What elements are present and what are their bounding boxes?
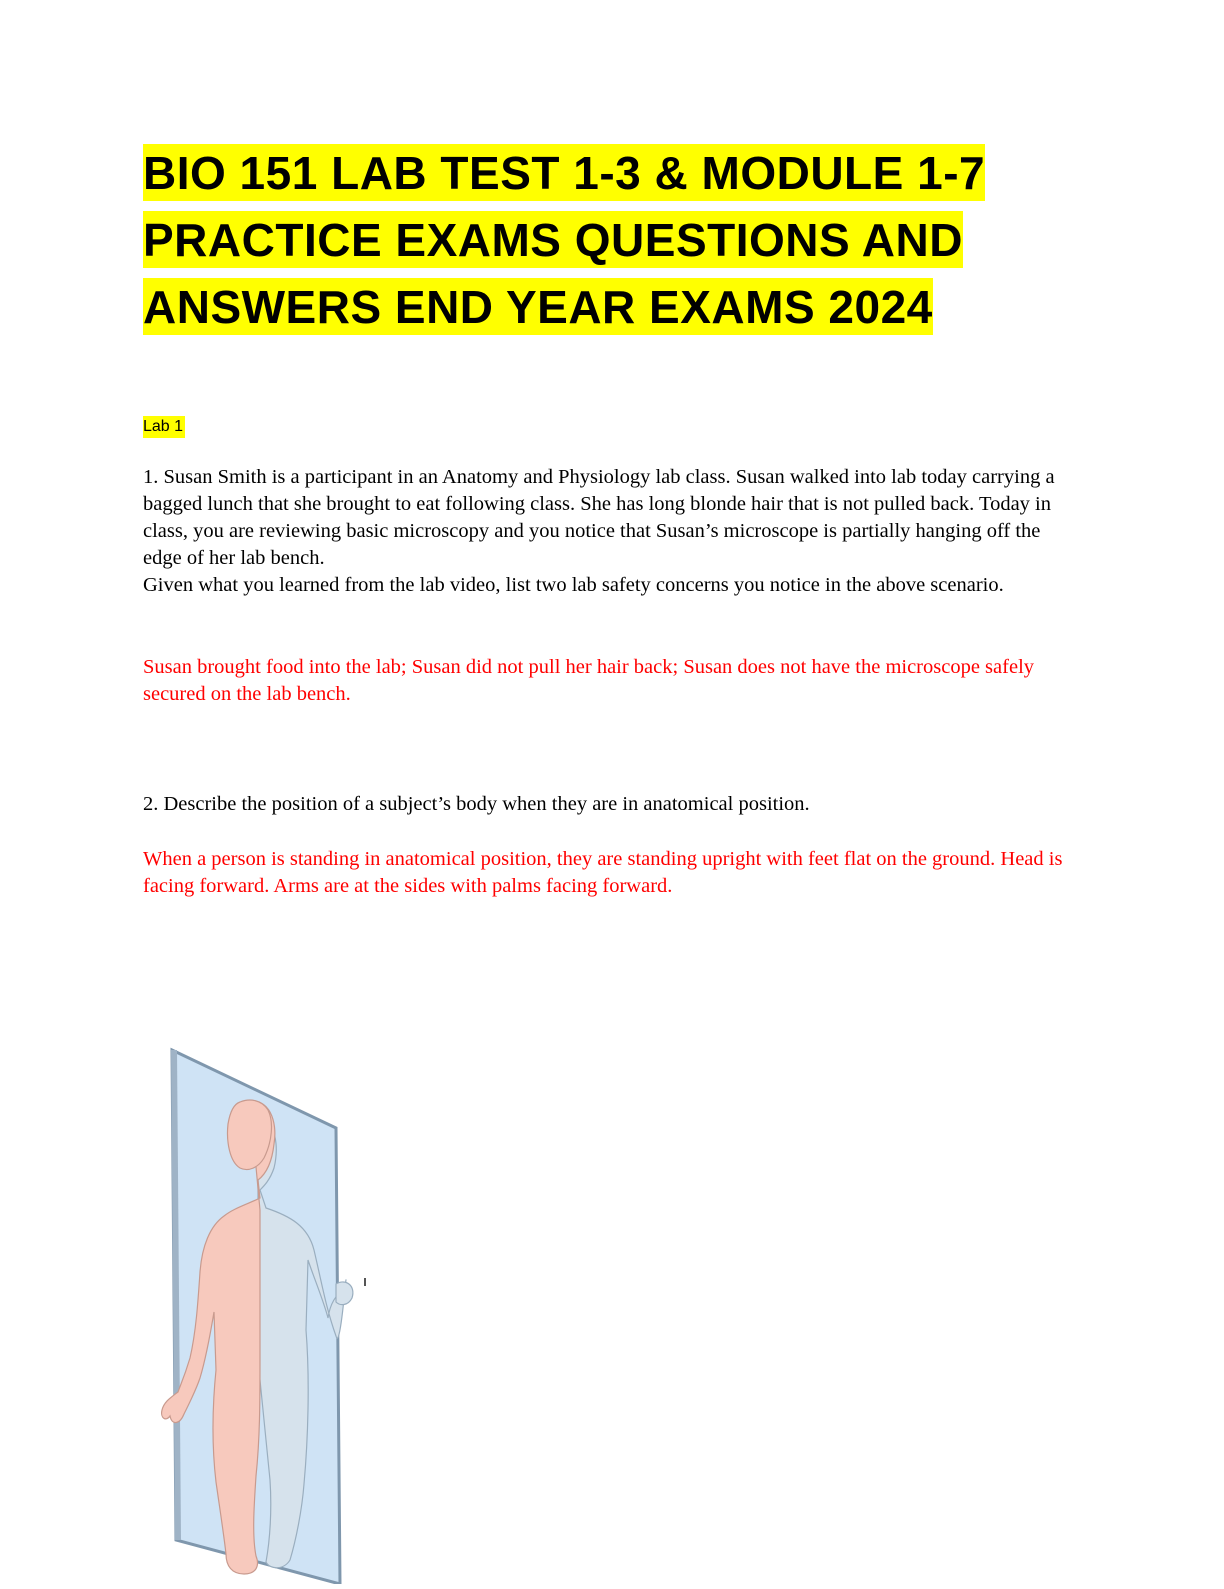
question-1-followup: Given what you learned from the lab video, list two lab safety concerns you notice in the above scenario. (143, 574, 1004, 596)
anatomical-figure-illustration (140, 1040, 380, 1584)
document-title (143, 140, 1083, 341)
question-1 (143, 464, 1078, 599)
section-label: Lab 1 (143, 416, 185, 438)
question-2: 2. Describe the position of a subject’s body when they are in anatomical position. (143, 793, 810, 815)
sagittal-plane-edge (174, 1050, 178, 1540)
answer-1: Susan brought food into the lab; Susan did not pull her hair back; Susan does not have the microscope safely secured on the lab bench. (143, 656, 1035, 705)
answer-2: When a person is standing in anatomical position, they are standing upright with feet flat on the ground. Head is facing forward. Arms are at the sides with palms facing forward. (143, 848, 1063, 897)
document-title-text: BIO 151 LAB TEST 1-3 & MODULE 1-7 PRACTICE EXAMS QUESTIONS AND ANSWERS END YEAR EXAMS 2024 (143, 144, 985, 335)
anatomical-position-figure-icon (140, 1040, 380, 1584)
question-1-text: 1. Susan Smith is a participant in an Anatomy and Physiology lab class. Susan walked into lab today carrying a bagged lunch that she brought to eat following class. She has long blonde hair that is not pulled back. Today in class, you are reviewing basic microscopy and you notice that Susan’s microscope is partially hanging off the edge of her lab bench. (143, 466, 1055, 569)
